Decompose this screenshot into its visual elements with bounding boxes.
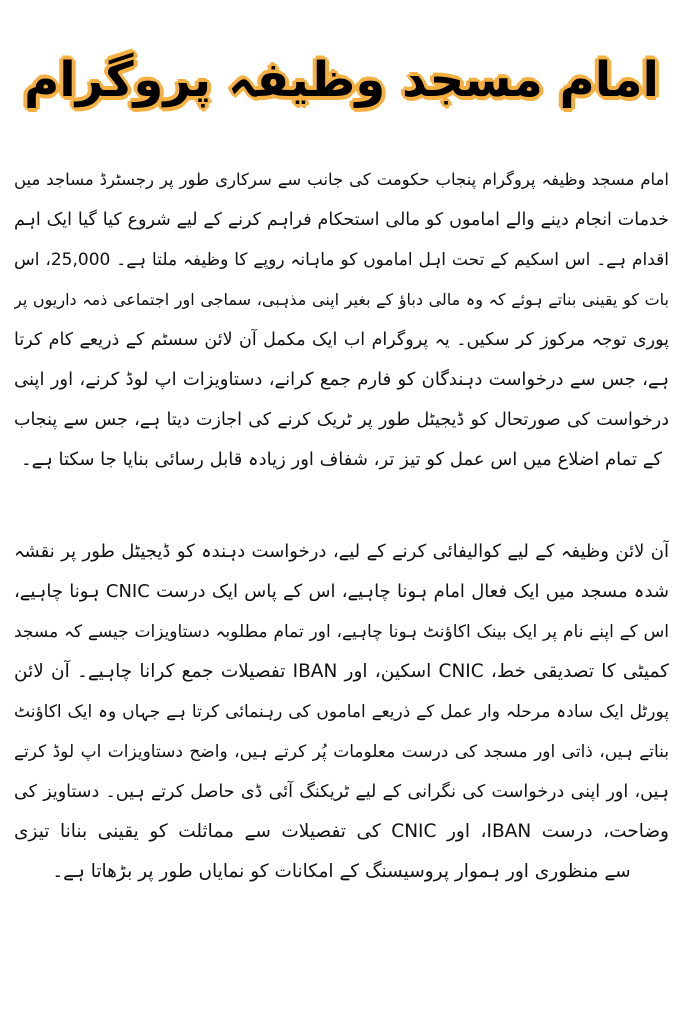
paragraph-intro <box>14 160 669 480</box>
paragraph-line: بات کو یقینی بناتے ہوئے کہ وہ مالی دباؤ کے بغیر اپنی مذہبی، سماجی اور اجتماعی ذمہ داریوں پر <box>14 290 669 309</box>
paragraph-line: اس کے اپنے نام پر ایک بینک اکاؤنٹ ہونا چاہیے، اور تمام مطلوبہ دستاویزات جیسے کہ مسجد <box>14 622 669 642</box>
paragraph-line: ہے، جس سے درخواست دہندگان کو فارم جمع کرانے، دستاویزات اپ لوڈ کرنے، اور اپنی <box>14 369 669 390</box>
paragraph-line: اقدام ہے۔ اس اسکیم کے تحت اہل اماموں کو ماہانہ روپے کا وظیفہ ملتا ہے۔ 25,000، اس <box>14 250 669 270</box>
paragraph-line: درخواست کی صورتحال کو ڈیجیٹل طور پر ٹریک کرنے کی اجازت دیتا ہے، جس سے پنجاب <box>14 410 669 430</box>
paragraph-line: بناتے ہیں، ذاتی اور مسجد کی درست معلومات پُر کرتے ہیں، واضح دستاویزات اپ لوڈ کرتے <box>14 742 669 762</box>
paragraph-line: پوری توجہ مرکوز کر سکیں۔ یہ پروگرام اب ایک مکمل آن لائن سسٹم کے ذریعے کام کرتا <box>14 330 669 350</box>
paragraph-spacer <box>14 480 669 532</box>
paragraph-line: ہیں، اور اپنی درخواست کی نگرانی کے لیے ٹریکنگ آئی ڈی حاصل کرتے ہیں۔ دستاویز کی <box>14 782 669 802</box>
paragraph-line: سے منظوری اور ہموار پروسیسنگ کے امکانات کو نمایاں طور پر بڑھاتا ہے۔ <box>52 861 631 882</box>
paragraph-line: آن لائن وظیفہ کے لیے کوالیفائی کرنے کے لیے، درخواست دہندہ کو ڈیجیٹل طور پر نقشہ <box>14 541 669 562</box>
paragraph-line: پورٹل ایک سادہ مرحلہ وار عمل کے ذریعے اماموں کی رہنمائی کرتا ہے جہاں وہ ایک اکاؤنٹ <box>14 702 669 722</box>
paragraph-line: وضاحت، درست IBAN، اور CNIC کی تفصیلات سے مماثلت کو یقینی بنانا تیزی <box>14 821 669 842</box>
page-title: امام مسجد وظیفہ پروگرام <box>24 52 659 108</box>
paragraph-eligibility <box>14 532 669 892</box>
paragraph-line: کمیٹی کا تصدیقی خط، CNIC اسکین، اور IBAN تفصیلات جمع کرانا چاہیے۔ آن لائن <box>14 661 669 682</box>
paragraph-line: شدہ مسجد میں ایک فعال امام ہونا چاہیے، اس کے پاس ایک درست CNIC ہونا چاہیے، <box>14 581 669 602</box>
paragraph-line: خدمات انجام دینے والے اماموں کو مالی استحکام فراہم کرنے کے لیے شروع کیا گیا ایک اہم <box>14 210 669 230</box>
paragraph-line: کے تمام اضلاع میں اس عمل کو تیز تر، شفاف اور زیادہ قابل رسائی بنایا جا سکتا ہے۔ <box>21 449 662 470</box>
paragraph-line: امام مسجد وظیفہ پروگرام پنجاب حکومت کی جانب سے سرکاری طور پر رجسٹرڈ مساجد میں <box>14 170 669 189</box>
